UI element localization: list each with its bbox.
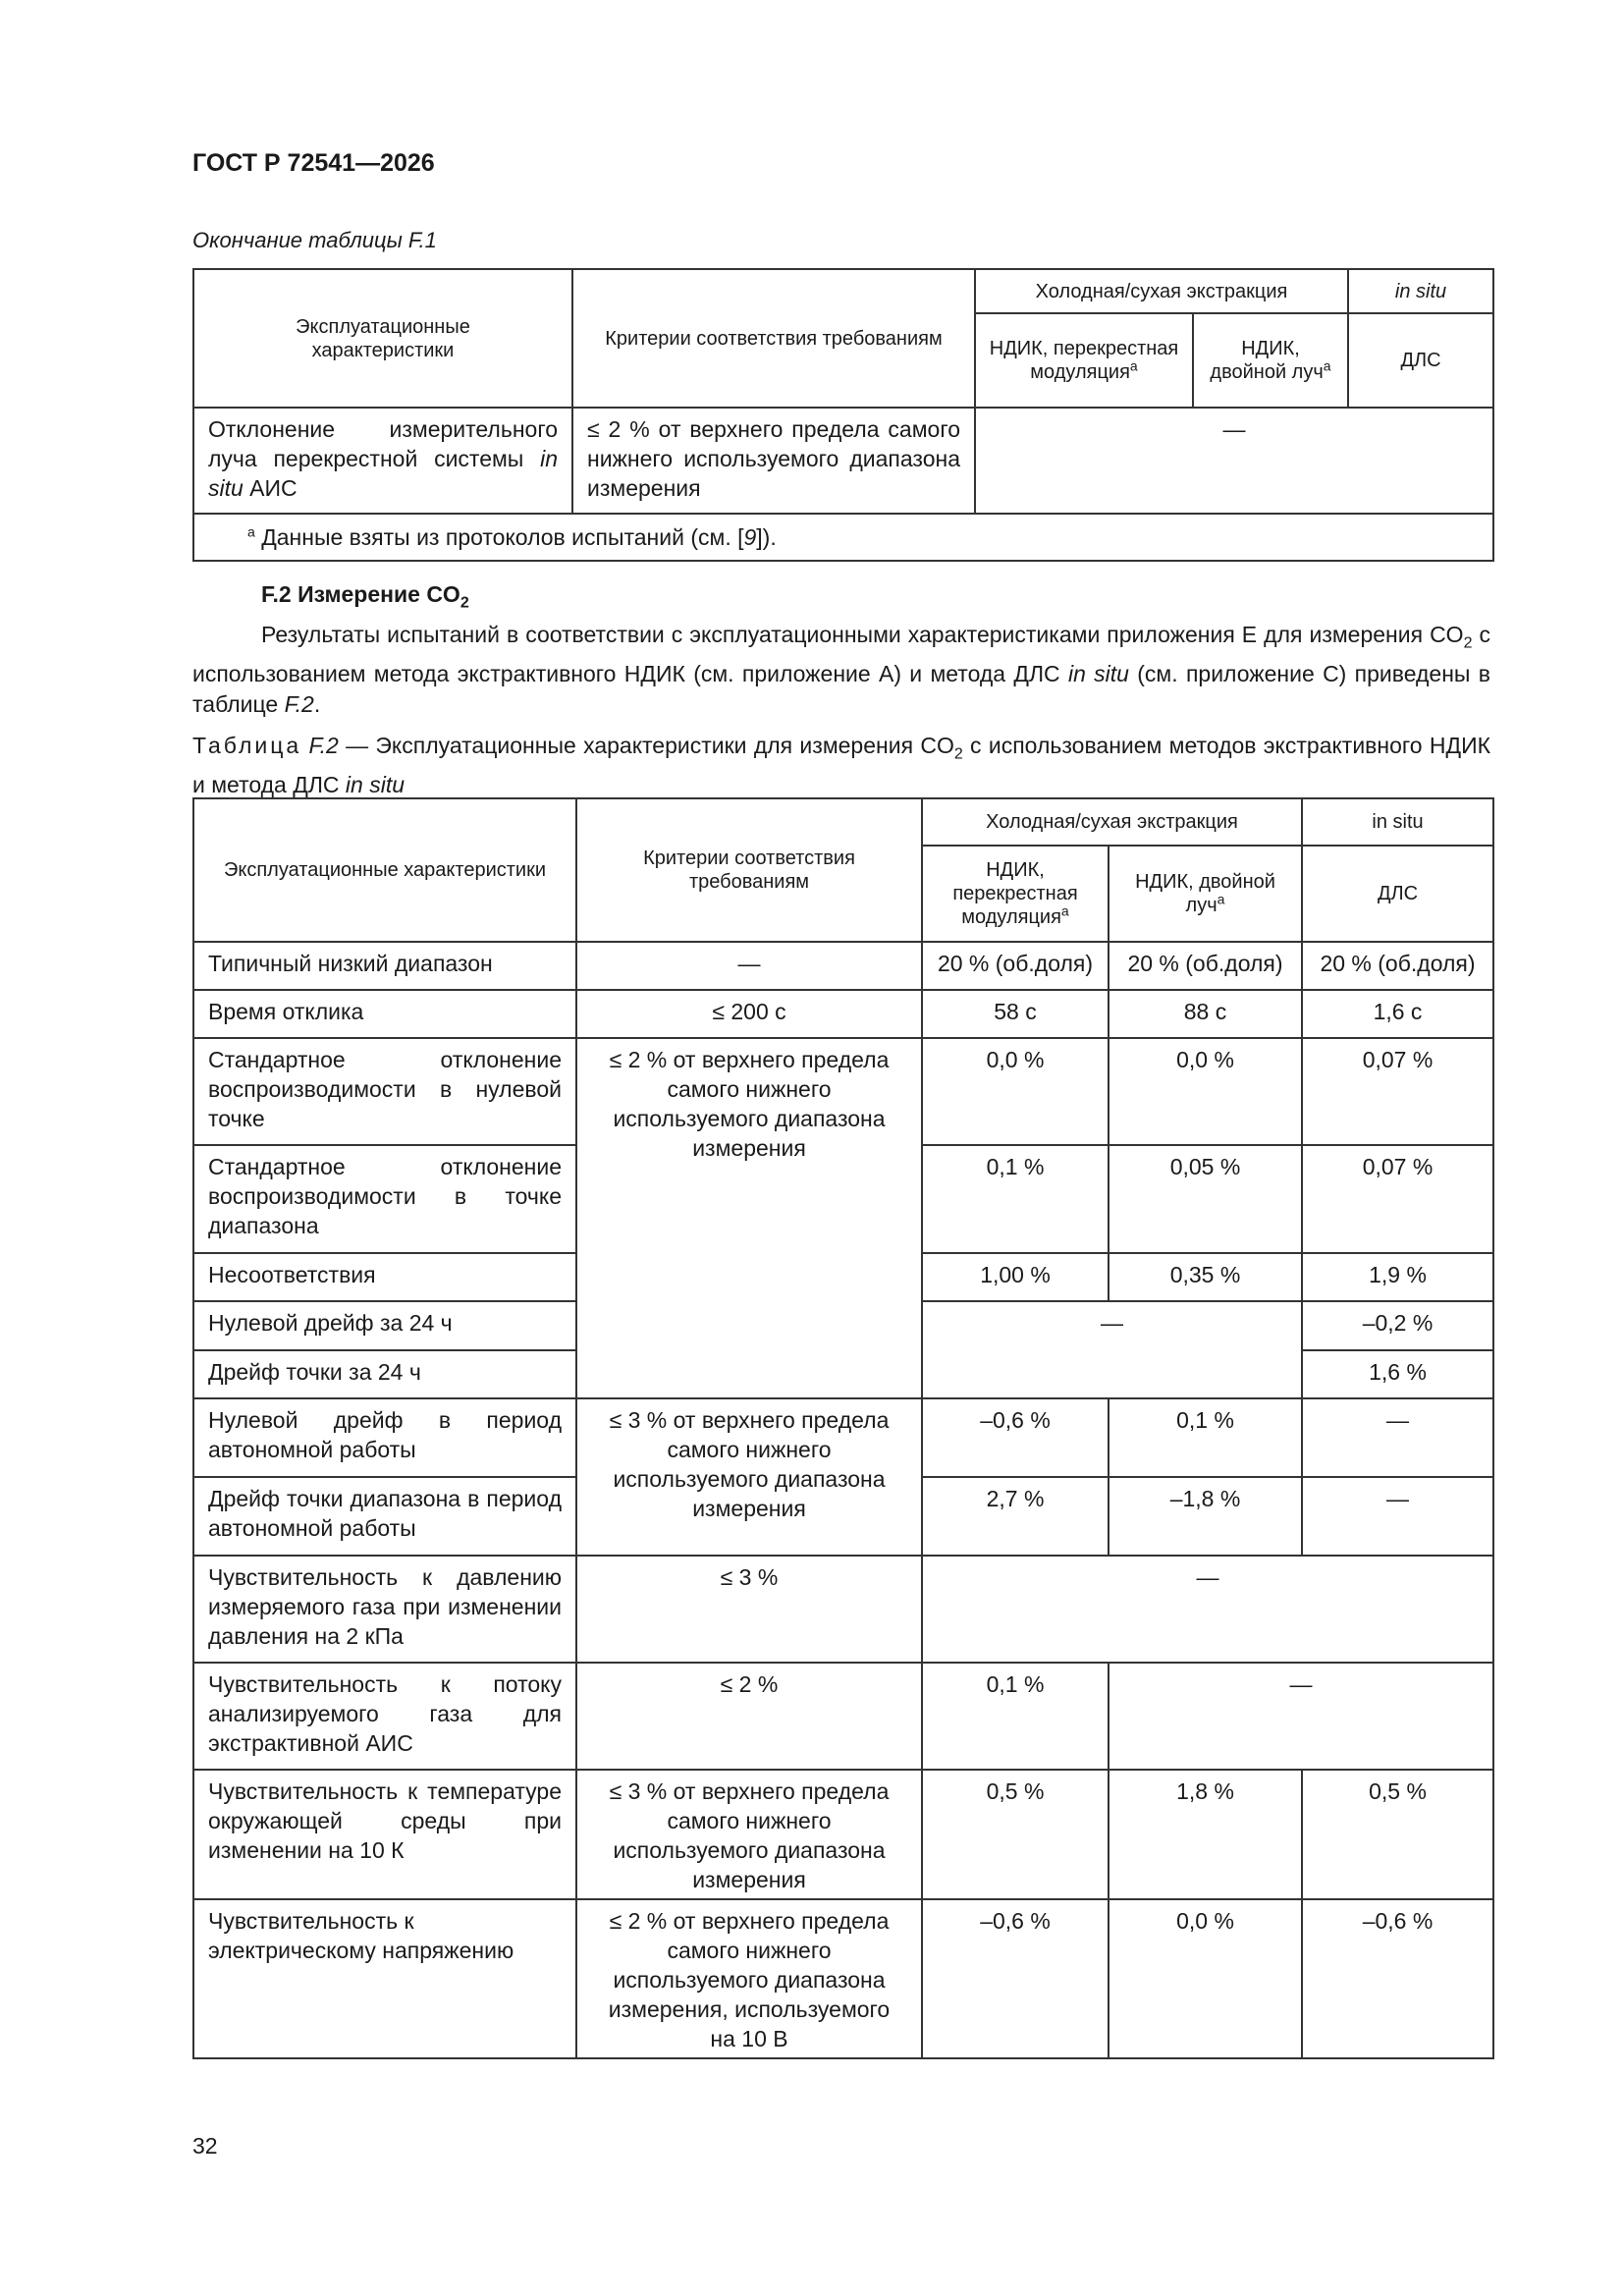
table-cell-value: 0,0 % xyxy=(1109,1899,1302,2058)
table-cell-value: 20 % (об.доля) xyxy=(1302,942,1493,990)
table-f2 xyxy=(192,797,1494,2059)
table-cell-criteria: ≤ 2 % от верхнего предела самого нижнего используемого диапазона измерения xyxy=(576,1038,922,1398)
table-cell-value: 0,07 % xyxy=(1302,1038,1493,1145)
table-cell-value: 0,07 % xyxy=(1302,1145,1493,1253)
header-in-situ: in situ xyxy=(1348,269,1493,313)
table-cell-characteristic: Чувствительность к потоку анализируемого газа для экстрактивной АИС xyxy=(193,1663,576,1770)
table-cell-characteristic: Дрейф точки диапазона в период автономной работы xyxy=(193,1477,576,1556)
table-cell-criteria: ≤ 3 % от верхнего предела самого нижнего используемого диапазона измерения xyxy=(576,1770,922,1899)
table-cell-characteristic: Стандартное отклонение воспроизводимости в точке диапазона xyxy=(193,1145,576,1253)
table-cell-criteria: ≤ 2 % от верхнего предела самого нижнего используемого диапазона измерения, используемого на 10 В xyxy=(576,1899,922,2058)
header-ndik-cross-modulation: НДИК, перекрестная модуляция$^a$ xyxy=(975,313,1193,408)
header-ndik-cross-modulation: НДИК, перекрестная модуляция$^a$ xyxy=(922,846,1109,942)
table-cell-value: 88 с xyxy=(1109,990,1302,1038)
header-ndik-double-beam: НДИК, двойной луч$^a$ xyxy=(1109,846,1302,942)
table-cell-characteristic: Типичный низкий диапазон xyxy=(193,942,576,990)
table-cell-value: 0,0 % xyxy=(1109,1038,1302,1145)
table-cell-characteristic: Чувствительность к давлению измеряемого газа при изменении давления на 2 кПа xyxy=(193,1556,576,1663)
table-cell-value: 0,0 % xyxy=(922,1038,1109,1145)
table-cell-value: — xyxy=(922,1556,1493,1663)
table-cell-criteria: ≤ 200 с xyxy=(576,990,922,1038)
table-cell-value: 1,6 % xyxy=(1302,1350,1493,1398)
table-cell-value: 20 % (об.доля) xyxy=(1109,942,1302,990)
table-cell-value: –0,6 % xyxy=(1302,1899,1493,2058)
header-cold-dry-extraction: Холодная/сухая экстракция xyxy=(975,269,1348,313)
table-cell-value: — xyxy=(1302,1477,1493,1556)
section-paragraph: Результаты испытаний в соответствии с эксплуатационными характеристиками приложения Е для измерения $CO_2$ с использованием метода экстрактивного НДИК (см. приложение А) и метода ДЛС in situ (см. приложение С) приведены в таблице F.2. xyxy=(192,622,1490,717)
table-cell-value: — xyxy=(1109,1663,1493,1770)
table-cell-criteria: ≤ 2 % xyxy=(576,1663,922,1770)
table-cell-value: –0,2 % xyxy=(1302,1301,1493,1350)
table-cell-value: 0,1 % xyxy=(922,1145,1109,1253)
table-cell-value: 0,35 % xyxy=(1109,1253,1302,1301)
table-cell-characteristic: Время отклика xyxy=(193,990,576,1038)
table-cell-value: –1,8 % xyxy=(1109,1477,1302,1556)
section-heading: F.2 Измерение $CO_2$ xyxy=(261,581,469,612)
table-cell-value: 1,00 % xyxy=(922,1253,1109,1301)
table-cell-value: 0,5 % xyxy=(922,1770,1109,1899)
table-cell-value: 0,5 % xyxy=(1302,1770,1493,1899)
header-characteristics: Эксплуатационные характеристики xyxy=(193,798,576,942)
table-cell-value: — xyxy=(975,408,1493,514)
header-criteria: Критерии соответствия требованиям xyxy=(572,269,975,408)
table-cell-characteristic: Чувствительность к электрическому напряжению xyxy=(193,1899,576,2058)
table-cell-value: 1,8 % xyxy=(1109,1770,1302,1899)
table-cell-characteristic: Отклонение измерительного луча перекрестной системы in situ АИС xyxy=(193,408,572,514)
header-cold-dry-extraction: Холодная/сухая экстракция xyxy=(922,798,1302,846)
table-cell-value: — xyxy=(1302,1398,1493,1477)
table-cell-value: 2,7 % xyxy=(922,1477,1109,1556)
table-cell-value: 0,1 % xyxy=(1109,1398,1302,1477)
header-characteristics: Эксплуатационные характеристики xyxy=(193,269,572,408)
table-cell-value: — xyxy=(922,1301,1302,1398)
header-dls: ДЛС xyxy=(1348,313,1493,408)
table-cell-value: –0,6 % xyxy=(922,1899,1109,2058)
table-cell-value: 20 % (об.доля) xyxy=(922,942,1109,990)
table-cell-characteristic: Чувствительность к температуре окружающей среды при изменении на 10 К xyxy=(193,1770,576,1899)
table-continuation-caption: Окончание таблицы F.1 xyxy=(192,228,437,252)
table-cell-criteria: ≤ 3 % xyxy=(576,1556,922,1663)
table-cell-criteria: ≤ 2 % от верхнего предела самого нижнего используемого диапазона измерения xyxy=(572,408,975,514)
table-cell-value: –0,6 % xyxy=(922,1398,1109,1477)
table-f1 xyxy=(192,268,1494,562)
table-f2-caption: Таблица F.2 — Эксплуатационные характеристики для измерения $CO_2$ с использованием методов экстрактивного НДИК и метода ДЛС in situ xyxy=(192,733,1490,797)
page-number: 32 xyxy=(192,2133,218,2159)
table-cell-value: 0,1 % xyxy=(922,1663,1109,1770)
table-cell-value: 0,05 % xyxy=(1109,1145,1302,1253)
header-in-situ: in situ xyxy=(1302,798,1493,846)
document-designation: ГОСТ Р 72541—2026 xyxy=(192,149,435,177)
table-cell-characteristic: Дрейф точки за 24 ч xyxy=(193,1350,576,1398)
table-cell-value: 58 с xyxy=(922,990,1109,1038)
header-dls: ДЛС xyxy=(1302,846,1493,942)
table-cell-value: 1,9 % xyxy=(1302,1253,1493,1301)
table-cell-characteristic: Нулевой дрейф в период автономной работы xyxy=(193,1398,576,1477)
header-ndik-double-beam: НДИК, двойной луч$^a$ xyxy=(1193,313,1348,408)
table-footnote: $^a$ Данные взяты из протоколов испытаний (см. [9]). xyxy=(193,514,1493,561)
table-cell-value: 1,6 с xyxy=(1302,990,1493,1038)
header-criteria: Критерии соответствия требованиям xyxy=(576,798,922,942)
table-cell-criteria: ≤ 3 % от верхнего предела самого нижнего используемого диапазона измерения xyxy=(576,1398,922,1556)
table-cell-characteristic: Стандартное отклонение воспроизводимости в нулевой точке xyxy=(193,1038,576,1145)
table-cell-characteristic: Нулевой дрейф за 24 ч xyxy=(193,1301,576,1350)
table-cell-characteristic: Несоответствия xyxy=(193,1253,576,1301)
table-cell-criteria: — xyxy=(576,942,922,990)
